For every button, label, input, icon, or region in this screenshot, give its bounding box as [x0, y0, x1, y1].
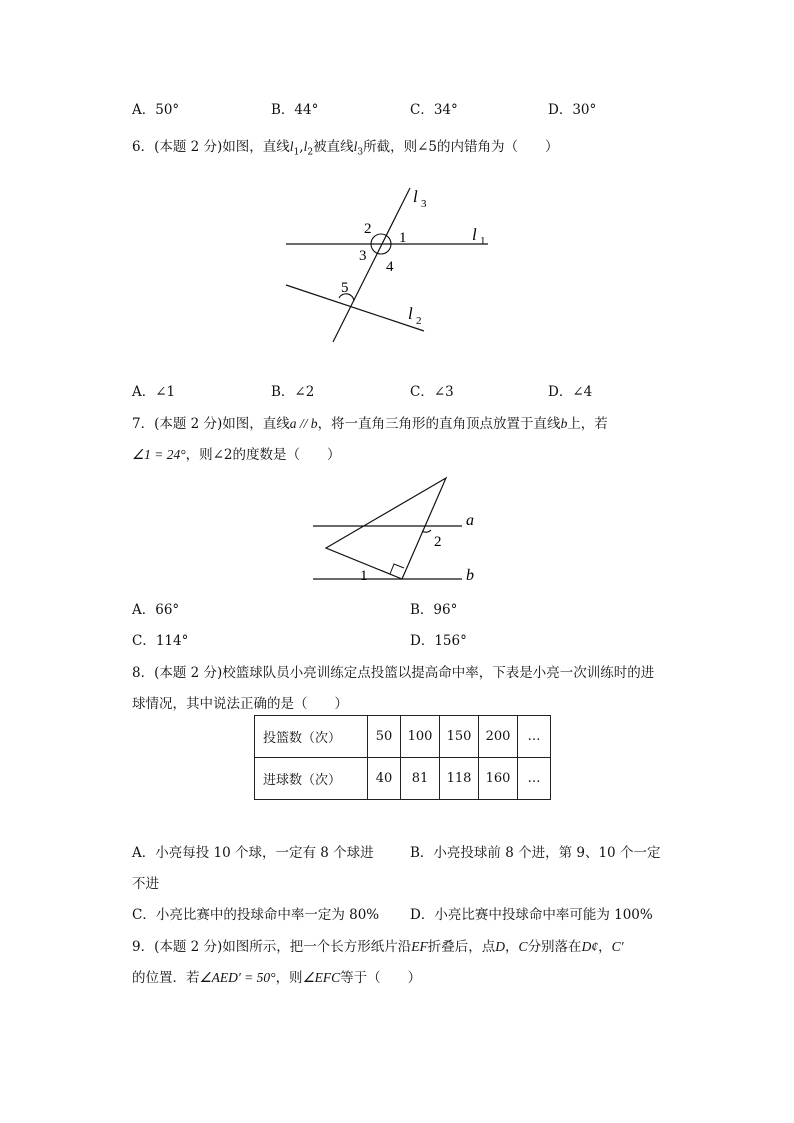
table-row-header: 进球数（次）	[255, 758, 368, 800]
q9-stem-angle-efc: ∠EFC	[302, 970, 341, 985]
q6-label-angle1: 1	[399, 230, 407, 246]
q9-stem-comma: ，	[505, 939, 519, 955]
q9-stem-line2-suffix: 等于（ ）	[340, 970, 422, 986]
table-cell: 160	[479, 758, 518, 800]
table-cell: …	[518, 716, 551, 758]
q6-option-a: A．∠1	[132, 384, 176, 400]
q7-stem-suffix: 上，若	[567, 416, 608, 432]
q7-option-a: A．66°	[132, 602, 180, 618]
q9-stem-prefix: 9．(本题 2 分)如图所示，把一个长方形纸片沿	[132, 939, 412, 955]
q6-stem-mid: 被直线	[313, 139, 354, 155]
q9-stem-line2-mid: ，则	[275, 970, 303, 986]
table-cell: 81	[401, 758, 440, 800]
table-cell: 200	[479, 716, 518, 758]
q9-stem-angle-aed: ∠AED′ = 50°	[199, 970, 276, 985]
q7-stem-line2	[132, 443, 341, 463]
q7-stem-prefix: 7．(本题 2 分)如图，直线	[132, 416, 290, 432]
q8-option-b-continued: 不进	[132, 876, 159, 892]
q6-stem-l3: l	[353, 139, 358, 154]
table-cell: 150	[440, 716, 479, 758]
q9-stem-comma2: ，	[598, 939, 612, 955]
q7-stem-line1	[132, 412, 608, 432]
q7-label-b: b	[466, 567, 474, 584]
q5-option-c: C．34°	[410, 102, 458, 118]
q9-stem-ef: EF	[411, 939, 428, 954]
q8-option-a: A．小亮每投 10 个球，一定有 8 个球进	[132, 845, 374, 861]
q9-stem-d-prime: D¢	[581, 939, 599, 954]
q7-triangle	[326, 478, 446, 579]
q6-stem	[132, 135, 559, 158]
q6-stem-l1-sub: 1	[293, 147, 300, 158]
table-cell: 50	[368, 716, 401, 758]
q6-stem-suffix: 所截，则∠5的内错角为（ ）	[363, 139, 559, 155]
q6-label-l1-sub: 1	[480, 235, 486, 247]
q8-option-b: B．小亮投球前 8 个进，第 9、10 个一定	[410, 845, 661, 861]
q6-stem-l2-sub: 2	[307, 147, 314, 158]
q6-option-d: D．∠4	[548, 384, 593, 400]
q8-stem-line2: 球情况，其中说法正确的是（ ）	[132, 696, 348, 712]
table-row	[255, 758, 551, 800]
q7-label-a: a	[466, 512, 474, 529]
table-row-header: 投篮数（次）	[255, 716, 368, 758]
q7-figure	[300, 470, 490, 588]
q6-line-l2	[286, 285, 424, 331]
q7-right-angle-mark	[390, 564, 404, 574]
q8-stem-line1: 8．(本题 2 分)校篮球队员小亮训练定点投篮以提高命中率，下表是小亮一次训练时的进	[132, 665, 655, 681]
q7-option-c: C．114°	[132, 633, 189, 649]
q6-label-angle5: 5	[341, 280, 349, 296]
q7-stem-b: b	[560, 416, 568, 431]
q7-option-d: D．156°	[410, 633, 467, 649]
q6-label-l3: l	[413, 187, 418, 206]
q8-option-d: D．小亮比赛中投球命中率可能为 100%	[410, 907, 653, 923]
q8-table	[254, 715, 551, 800]
q6-stem-comma: ,	[299, 139, 304, 155]
q6-option-b: B．∠2	[271, 384, 315, 400]
q9-stem-mid2: 分别落在	[527, 939, 582, 955]
q6-label-l3-sub: 3	[421, 198, 427, 210]
q9-stem-d: D	[495, 939, 506, 954]
q7-stem-angle1: ∠1 = 24°	[132, 447, 186, 462]
q9-stem-mid1: 折叠后，点	[427, 939, 496, 955]
table-cell: 100	[401, 716, 440, 758]
q5-option-b: B．44°	[271, 102, 319, 118]
table-cell: 40	[368, 758, 401, 800]
q6-stem-l2: l	[303, 139, 308, 154]
q7-stem-mid: ，将一直角三角形的直角顶点放置于直线	[317, 416, 561, 432]
q7-option-b: B．96°	[410, 602, 458, 618]
q6-stem-prefix: 6．(本题 2 分)如图，直线	[132, 139, 290, 155]
table-row	[255, 716, 551, 758]
table-cell: 118	[440, 758, 479, 800]
q6-stem-l1: l	[289, 139, 294, 154]
q5-option-a: A．50°	[132, 102, 180, 118]
q7-label-angle1: 1	[360, 568, 368, 584]
q7-label-angle2: 2	[434, 534, 442, 550]
q6-label-angle2: 2	[364, 221, 372, 237]
q6-label-l2: l	[408, 304, 413, 323]
q9-stem-c-prime: C′	[611, 939, 624, 954]
q6-line-l3	[333, 188, 410, 342]
q6-option-c: C．∠3	[410, 384, 454, 400]
q9-stem-line1	[132, 935, 624, 955]
q8-option-c: C．小亮比赛中的投球命中率一定为 80%	[132, 907, 380, 923]
q7-stem-line2-suffix: ，则∠2的度数是（ ）	[185, 447, 341, 463]
table-cell: …	[518, 758, 551, 800]
q6-label-l2-sub: 2	[416, 315, 422, 327]
q6-figure	[270, 180, 510, 350]
q6-stem-l3-sub: 3	[357, 147, 364, 158]
q9-stem-c: C	[518, 939, 528, 954]
q9-stem-line2-prefix: 的位置．若	[132, 970, 200, 986]
q7-stem-parallel: a // b	[289, 416, 318, 431]
q9-stem-line2	[132, 966, 421, 986]
q6-label-angle4: 4	[386, 259, 394, 275]
q5-option-d: D．30°	[548, 102, 597, 118]
q6-label-l1: l	[472, 225, 477, 244]
q6-label-angle3: 3	[359, 248, 367, 264]
